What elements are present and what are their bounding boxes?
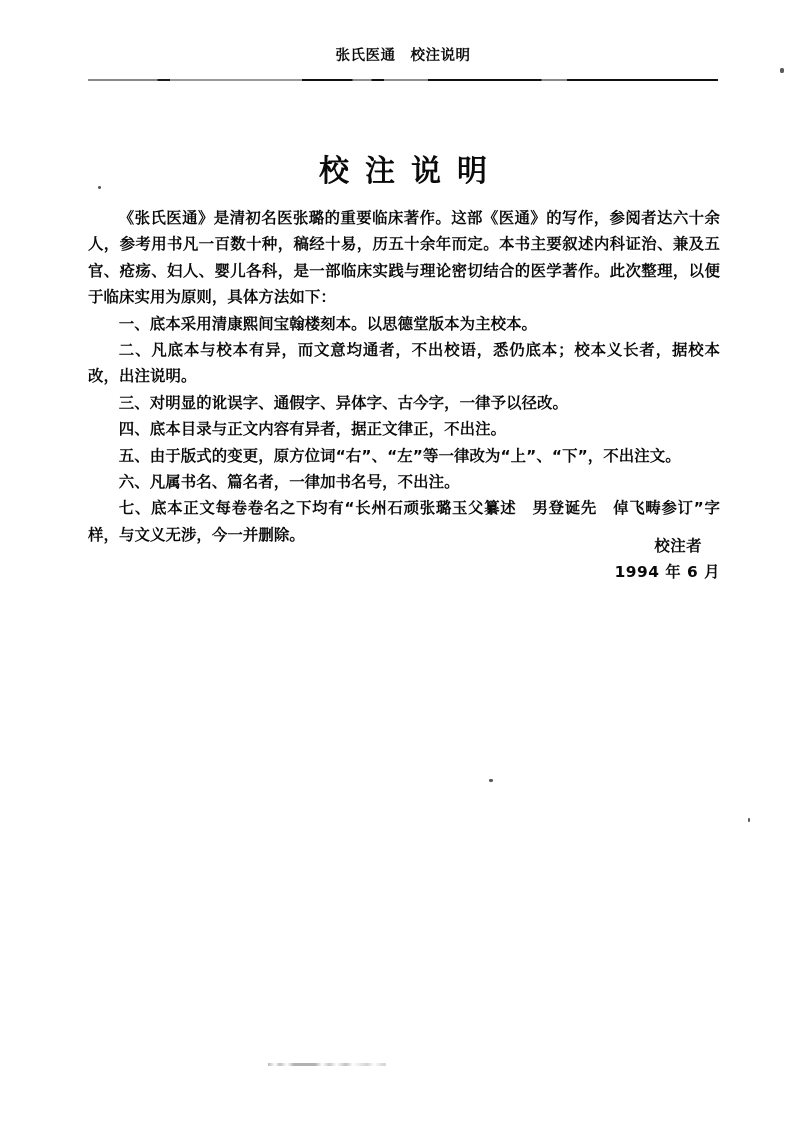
- signature-date: 1994 年 6 月: [614, 563, 720, 582]
- rule-item-5: 五、由于版式的变更，原方位词“右”、“左”等一律改为“上”、“下”，不出注文。: [118, 446, 681, 465]
- rule-item-2: 二、凡底本与校本有异，而文意均通者，不出校语，悉仍底本；校本义长者，据校本改，出注说明。: [88, 341, 720, 386]
- scan-speck: [748, 818, 750, 822]
- scan-smudge: [268, 1063, 386, 1066]
- body-text: [88, 205, 720, 548]
- signature-author: 校注者: [654, 537, 702, 555]
- header-rule: [88, 79, 718, 81]
- rule-item-6: 六、凡属书名、篇名者，一律加书名号，不出注。: [118, 473, 460, 492]
- scan-speck: [489, 779, 493, 782]
- scan-speck: [780, 68, 784, 73]
- page-title: 校注说明: [319, 154, 503, 190]
- running-head: 张氏医通 校注说明: [335, 48, 471, 64]
- signature-block: [430, 533, 720, 586]
- intro-paragraph: 《张氏医通》是清初名医张璐的重要临床著作。这部《医通》的写作，参阅者达六十余人，参考用书凡一百数十种，稿经十易，历五十余年而定。本书主要叙述内科证治、兼及五官、疮疡、妇人、婴儿各科，是一部临床实践与理论密切结合的医学著作。此次整理，以便于临床实用为原则，具体方法如下：: [88, 209, 720, 307]
- rule-item-7: 七、底本正文每卷卷名之下均有“长州石顽张璐玉父纂述 男登诞先 倬飞畴参订”字样，与文义无涉，今一并删除。: [88, 499, 720, 544]
- rule-item-1: 一、底本采用清康熙间宝翰楼刻本。以思德堂版本为主校本。: [118, 314, 538, 333]
- scan-speck: [98, 186, 101, 189]
- rule-item-4: 四、底本目录与正文内容有异者，据正文律正，不出注。: [118, 420, 507, 439]
- rule-item-3: 三、对明显的讹误字、通假字、异体字、古今字，一律予以径改。: [118, 393, 569, 412]
